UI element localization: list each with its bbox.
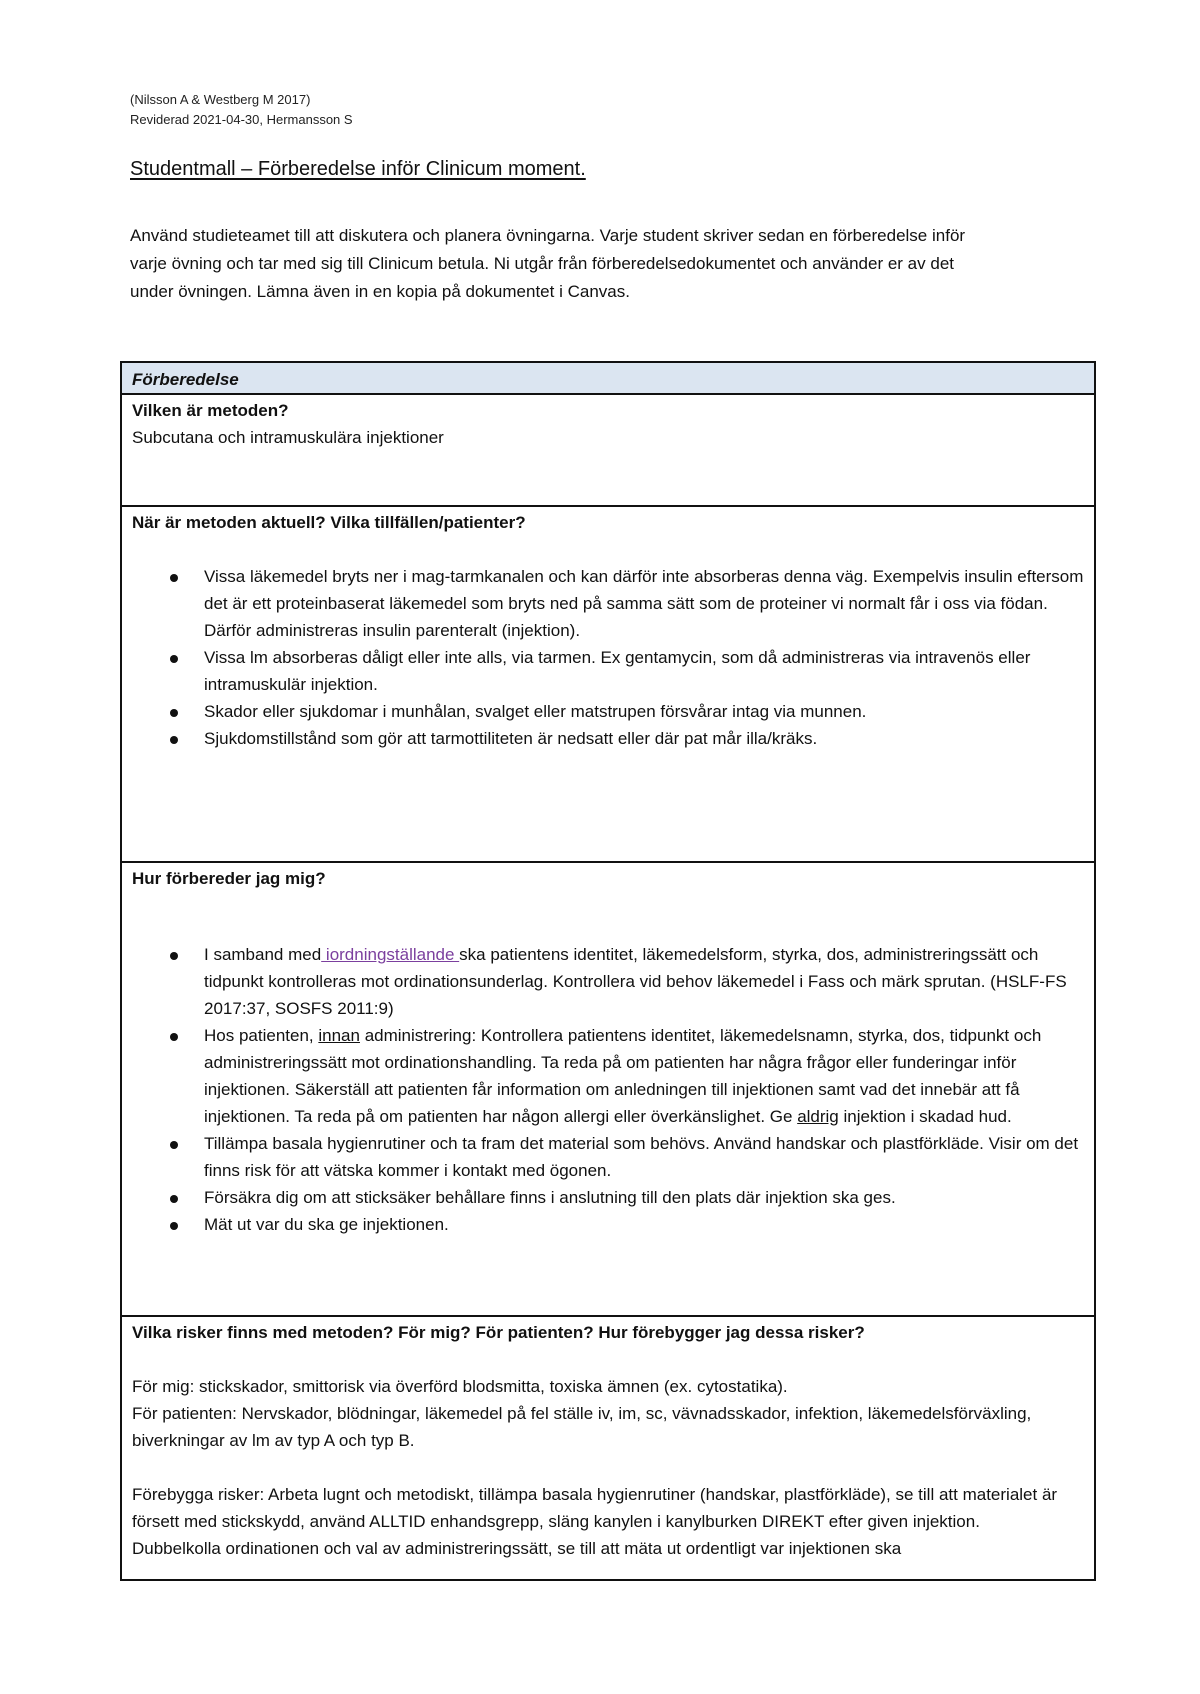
list-item: Försäkra dig om att sticksäker behållare finns i anslutning till den plats där injektion ska ges.: [204, 1184, 1084, 1211]
list-item: Vissa lm absorberas dåligt eller inte alls, via tarmen. Ex gentamycin, som då administreras via intravenös eller intramuskulär injektion.: [204, 644, 1084, 698]
section-prepare: [121, 862, 1095, 1316]
citation-line: (Nilsson A & Westberg M 2017): [130, 92, 311, 107]
table-header-label: Förberedelse: [132, 370, 239, 389]
list-item: Vissa läkemedel bryts ner i mag-tarmkanalen och kan därför inte absorberas denna väg. Exempelvis insulin eftersom det är ett proteinbaserat läkemedel som bryts ned på samma sätt som de proteiner vi normalt får i oss via födan. Därför administreras insulin parenteralt (injektion).: [204, 563, 1084, 644]
risks-for-patient: För patienten: Nervskador, blödningar, läkemedel på fel ställe iv, im, sc, vävnadsskador, infektion, läkemedelsförväxling, biverkningar av lm av typ A och typ B.: [132, 1404, 1032, 1450]
answer-method: Subcutana och intramuskulära injektioner: [132, 428, 444, 447]
section-prepare-cell: [121, 862, 1095, 1316]
list-item: Mät ut var du ska ge injektionen.: [204, 1211, 1084, 1238]
underlined-innan: innan: [318, 1026, 360, 1045]
table-header-cell: [121, 362, 1095, 394]
question-when: När är metoden aktuell? Vilka tillfällen/patienter?: [132, 513, 526, 532]
question-method: Vilken är metoden?: [132, 401, 289, 420]
intro-paragraph: Använd studieteamet till att diskutera och planera övningarna. Varje student skriver sedan en förberedelse inför varje övning och tar med sig till Clinicum betula. Ni utgår från förberedelsedokumentet och använder er av det under övningen. Lämna även in en kopia på dokumentet i Canvas.: [130, 226, 966, 301]
list-item: I samband med iordningställande ska patientens identitet, läkemedelsform, styrka, dos, administreringssätt och tidpunkt kontrolleras mot ordinationsunderlag. Kontrollera vid behov läkemedel i Fass och märk sprutan. (HSLF-FS 2017:37, SOSFS 2011:9): [204, 941, 1084, 1022]
underlined-aldrig: aldrig: [797, 1107, 839, 1126]
revision-line: Reviderad 2021-04-30, Hermansson S: [130, 112, 353, 127]
risk-double-check: Dubbelkolla ordinationen och val av administreringssätt, se till att mäta ut ordentligt var injektionen ska: [132, 1539, 902, 1558]
risk-prevention: Förebygga risker: Arbeta lugnt och metodiskt, tillämpa basala hygienrutiner (handskar, plastförkläde), se till att materialet är försett med stickskydd, använd ALLTID enhandsgrepp, släng kanylen i kanylburken DIREKT efter given injektion.: [132, 1485, 1058, 1531]
question-prepare: Hur förbereder jag mig?: [132, 869, 326, 888]
list-item: Skador eller sjukdomar i munhålan, svalget eller matstrupen försvårar intag via munnen.: [204, 698, 1084, 725]
preparation-table: [120, 361, 1096, 1581]
section-method: [121, 394, 1095, 506]
risks-for-me: För mig: stickskador, smittorisk via överförd blodsmitta, toxiska ämnen (ex. cytostatika).: [132, 1377, 788, 1396]
section-risks-cell: [121, 1316, 1095, 1580]
when-bullet-list: [132, 563, 1084, 752]
page-title: Studentmall – Förberedelse inför Clinicum moment.: [130, 158, 586, 180]
table-header-row: [121, 362, 1095, 394]
section-risks: [121, 1316, 1095, 1580]
iordningstallande-link[interactable]: iordningställande: [321, 945, 460, 964]
list-item: Tillämpa basala hygienrutiner och ta fram det material som behövs. Använd handskar och plastförkläde. Visir om det finns risk för att vätska kommer i kontakt med ögonen.: [204, 1130, 1084, 1184]
section-method-cell: [121, 394, 1095, 506]
prepare-bullet-list: [132, 941, 1084, 1238]
question-risks: Vilka risker finns med metoden? För mig? För patienten? Hur förebygger jag dessa risker?: [132, 1323, 865, 1342]
list-item: Hos patienten, innan administrering: Kontrollera patientens identitet, läkemedelsnamn, styrka, dos, tidpunkt och administreringssätt mot ordinationshandling. Ta reda på om patienten har några frågor eller funderingar inför injektionen. Säkerställ att patienten får information om anledningen till injektionen samt vad det innebär att få injektionen. Ta reda på om patienten har någon allergi eller överkänslighet. Ge aldrig injektion i skadad hud.: [204, 1022, 1084, 1130]
section-when-cell: [121, 506, 1095, 862]
list-item: Sjukdomstillstånd som gör att tarmottiliteten är nedsatt eller där pat mår illa/kräks.: [204, 725, 1084, 752]
section-when: [121, 506, 1095, 862]
